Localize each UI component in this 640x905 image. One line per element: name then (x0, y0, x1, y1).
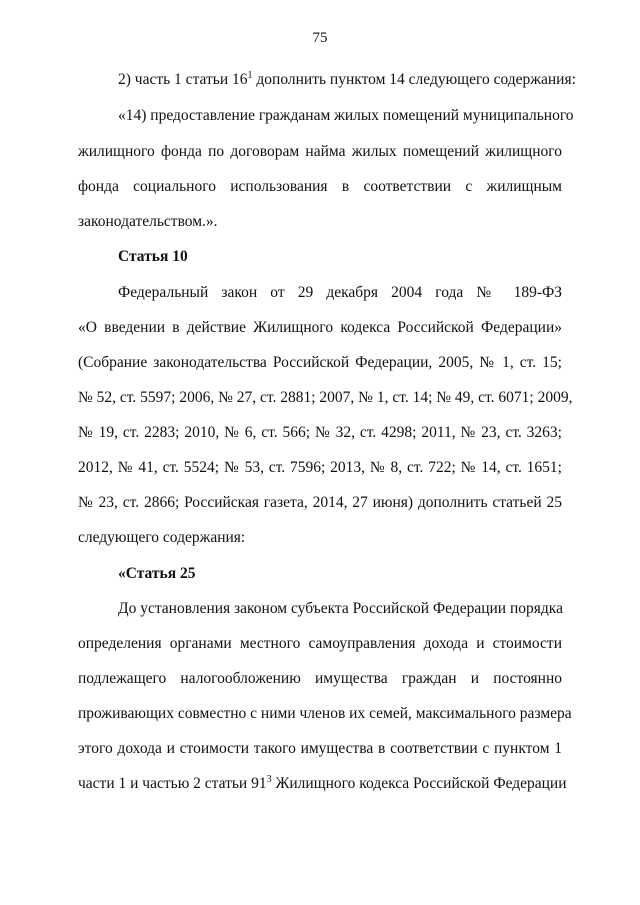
article10-line-1: Федеральный закон от 29 декабря 2004 года № 189-ФЗ (118, 284, 562, 301)
amendment-item-2 (118, 69, 576, 90)
article10-line-3: (Собрание законодательства Российской Федерации, 2005, № 1, ст. 15; (78, 354, 562, 371)
article10-line-5: № 19, ст. 2283; 2010, № 6, ст. 566; № 32, ст. 4298; 2011, № 23, ст. 3263; (78, 424, 562, 441)
page-number: 75 (312, 30, 328, 46)
amendment-item-2-superscript: 1 (247, 69, 253, 81)
article25-line-6 (78, 773, 567, 794)
article25-line-2: определения органами местного самоуправления дохода и стоимости (78, 635, 562, 652)
article25-line-3: подлежащего налогообложению имущества граждан и постоянно (78, 670, 562, 687)
item14-line-3: фонда социального использования в соответствии с жилищным (78, 178, 562, 195)
item14-line-1: «14) предоставление гражданам жилых помещений муниципального (118, 107, 574, 124)
article-10-heading: Статья 10 (118, 248, 188, 265)
article25-line-1: До установления законом субъекта Российской Федерации порядка (118, 600, 563, 617)
article25-line-6-superscript: 3 (266, 773, 272, 785)
article10-line-7: № 23, ст. 2866; Российская газета, 2014, 27 июня) дополнить статьей 25 (78, 494, 562, 511)
article10-line-6: 2012, № 41, ст. 5524; № 53, ст. 7596; 2013, № 8, ст. 722; № 14, ст. 1651; (78, 459, 562, 476)
item14-line-2: жилищного фонда по договорам найма жилых помещений жилищного (78, 143, 562, 160)
item14-line-4: законодательством.». (78, 213, 218, 230)
article10-line-8: следующего содержания: (78, 529, 246, 546)
article25-line-6-text-end: Жилищного кодекса Российской Федерации (271, 775, 567, 792)
article10-line-4: № 52, ст. 5597; 2006, № 27, ст. 2881; 2007, № 1, ст. 14; № 49, ст. 6071; 2009, (78, 389, 573, 406)
article10-line-2: «О введении в действие Жилищного кодекса Российской Федерации» (78, 319, 562, 336)
article-25-heading: «Статья 25 (118, 565, 196, 582)
article25-line-5: этого дохода и стоимости такого имущества в соответствии с пунктом 1 (78, 740, 562, 757)
amendment-item-2-text-end: дополнить пунктом 14 следующего содержания: (252, 71, 576, 88)
article25-line-6-text-start: части 1 и частью 2 статьи 91 (78, 775, 267, 792)
amendment-item-2-text-start: 2) часть 1 статьи 16 (118, 71, 248, 88)
article25-line-4: проживающих совместно с ними членов их семей, максимального размера (78, 705, 572, 722)
